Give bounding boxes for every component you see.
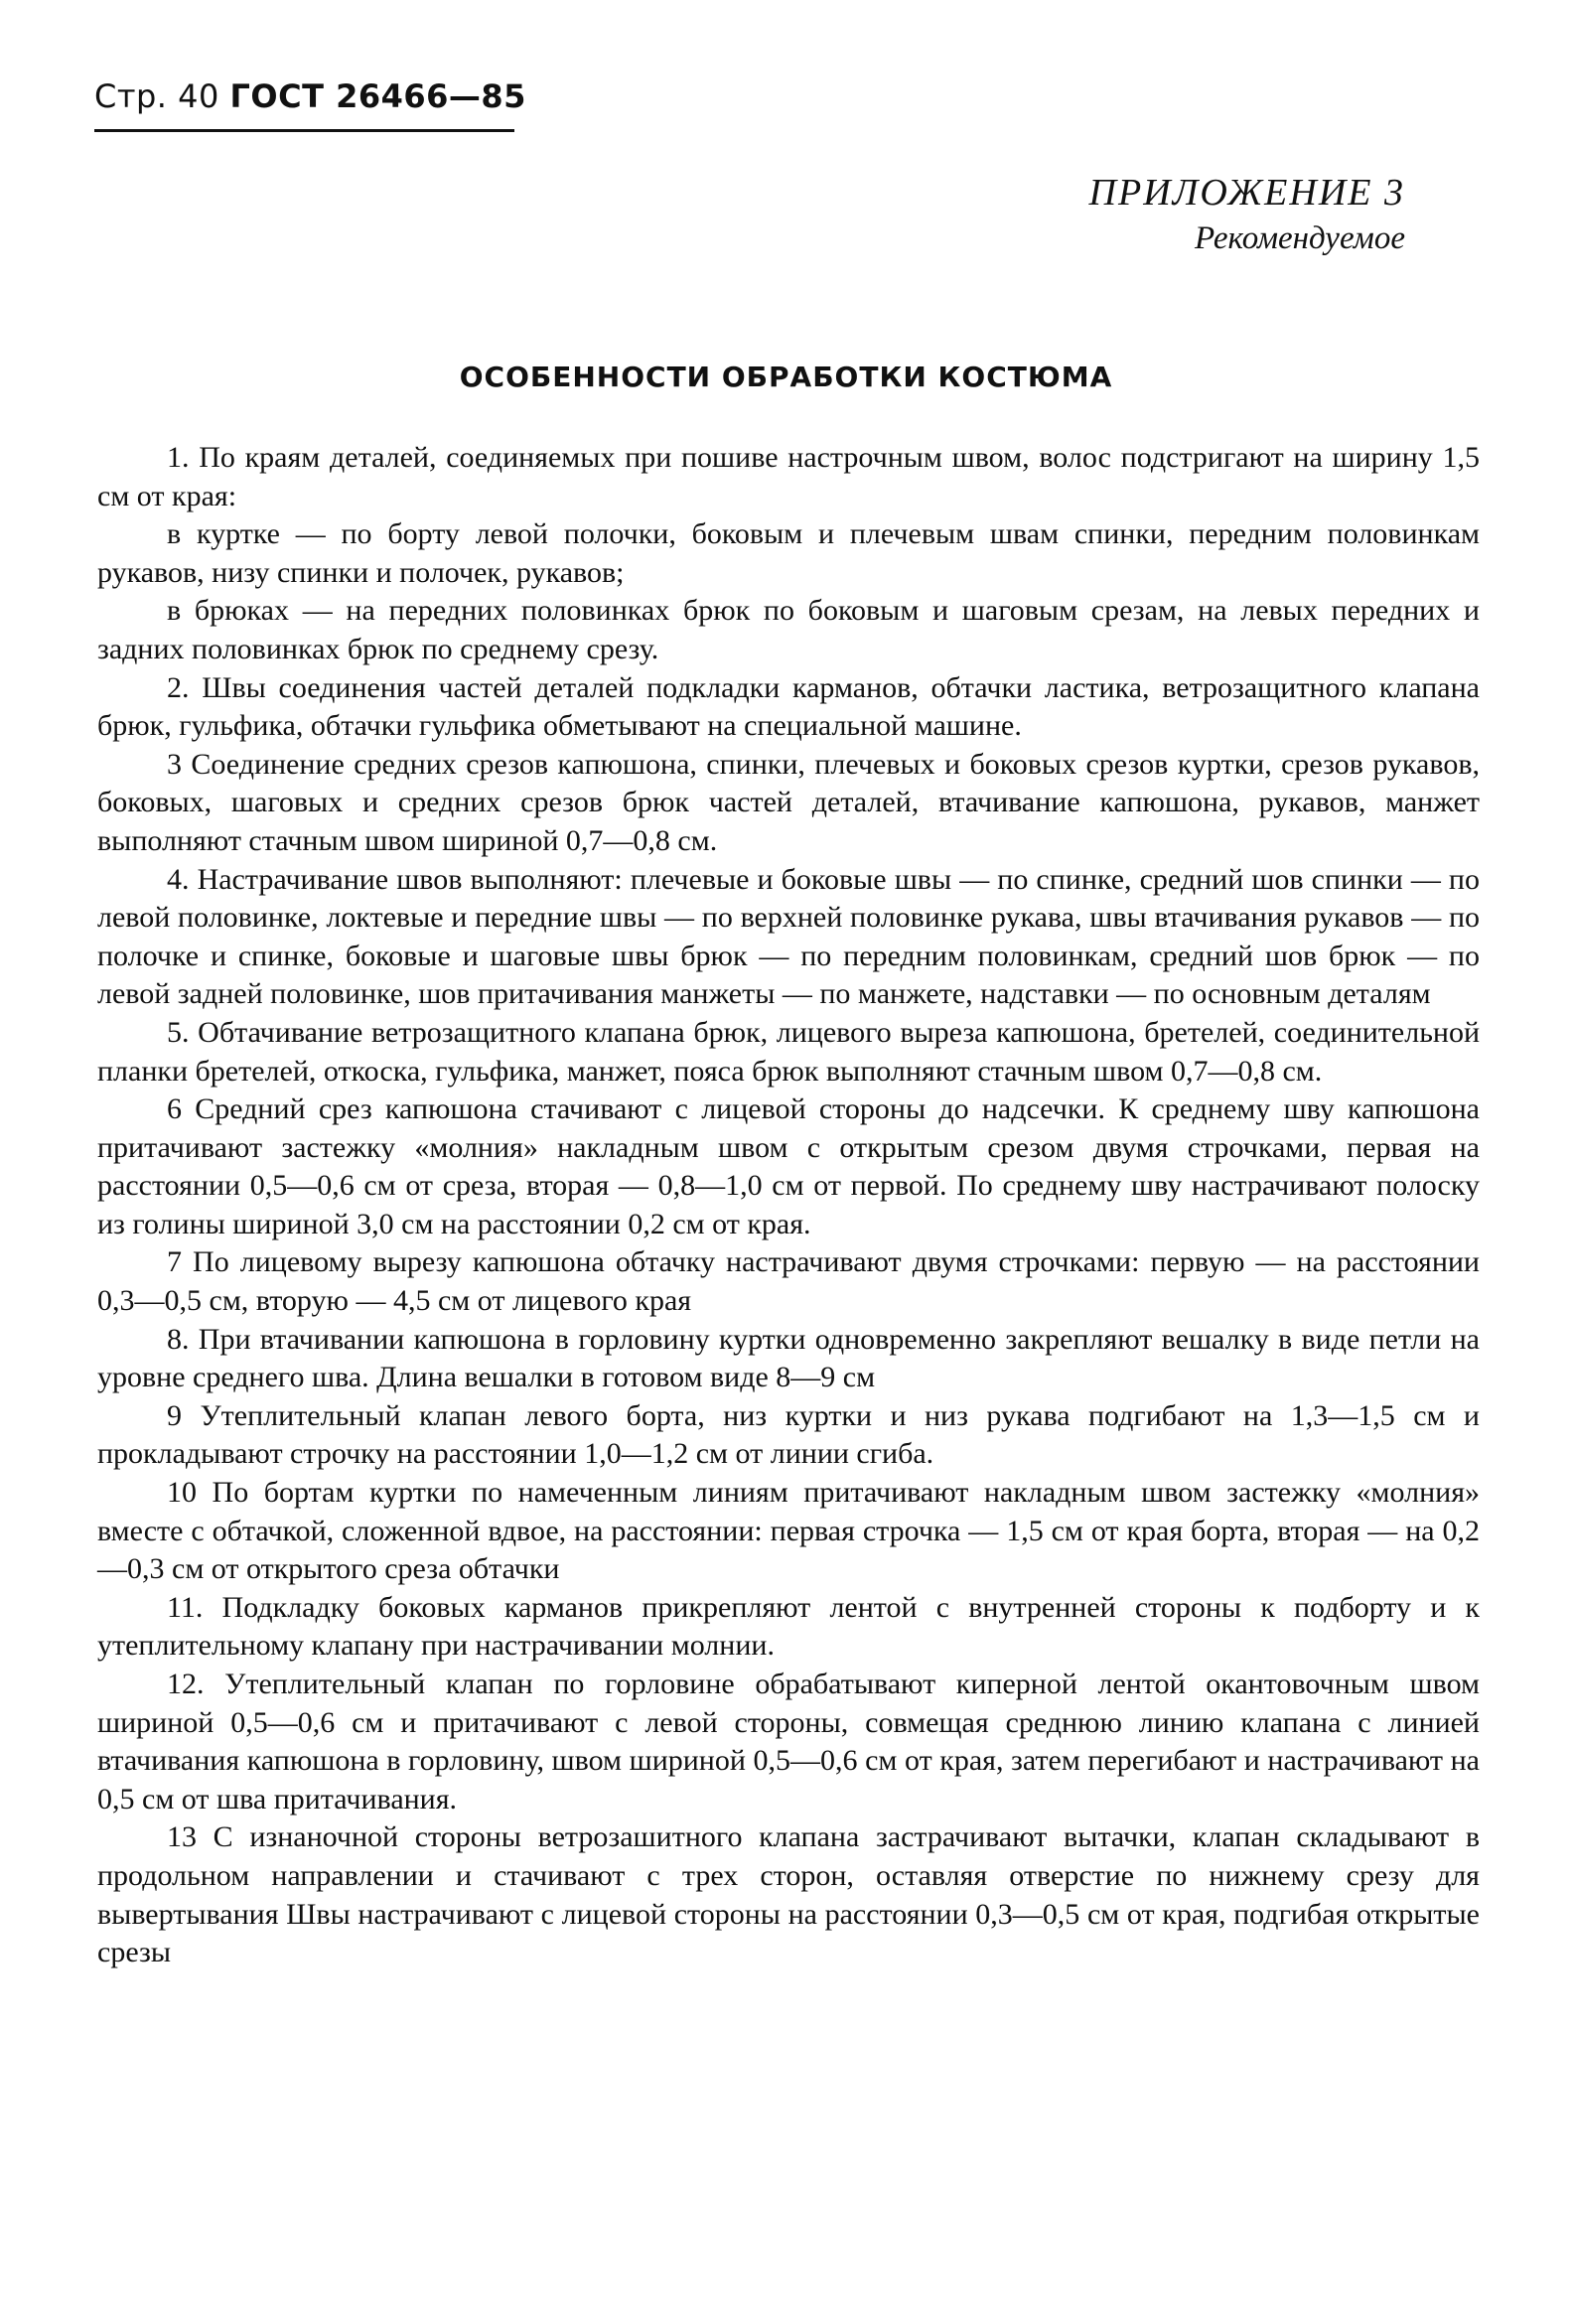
paragraph: 1. По краям деталей, соединяемых при пошиве настрочным швом, волос подстригают на ширину 1,5 см от края:: [97, 441, 1480, 512]
paragraph: 3 Соединение средних срезов капюшона, спинки, плечевых и боковых срезов куртки, срезов рукавов, боковых, шаговых и средних срезов брюк частей деталей, втачивание капюшона, рукавов, манжет выполняют стачным швом шириной 0,7—0,8 см.: [97, 747, 1480, 857]
paragraph: в куртке — по борту левой полочки, боковым и плечевым швам спинки, передним половинкам рукавов, низу спинки и полочек, рукавов;: [97, 517, 1480, 589]
paragraph: 12. Утеплительный клапан по горловине обрабатывают киперной лентой окантовочным швом шириной 0,5—0,6 см и притачивают с левой стороны, совмещая среднюю линию клапана с линией втачивания капюшона в горловину, швом шириной 0,5—0,6 см от края, затем перегибают и настрачивают на 0,5 см от шва притачивания.: [97, 1668, 1480, 1816]
document-body: [97, 439, 1480, 1972]
paragraph: 7 По лицевому вырезу капюшона обтачку настрачивают двумя строчками: первую — на расстоянии 0,3—0,5 см, вторую — 4,5 см от лицевого края: [97, 1245, 1480, 1318]
appendix-number: ПРИЛОЖЕНИЕ 3: [1088, 172, 1405, 214]
appendix-status: Рекомендуемое: [1194, 220, 1405, 256]
paragraph: 4. Настрачивание швов выполняют: плечевые и боковые швы — по спинке, средний шов спинки — по левой половинке, локтевые и передние швы — по верхней половинке рукава, швы втачивания рукавов — по полочке и спинке, боковые и шаговые швы брюк — по передним половинкам, средний шов брюк — по левой задней половинке, шов притачивания манжеты — по манжете, надставки — по основным деталям: [97, 862, 1480, 1011]
paragraph: 6 Средний срез капюшона стачивают с лицевой стороны до надсечки. К среднему шву капюшона притачивают застежку «молния» накладным швом с открытым срезом двумя строчками, первая на расстоянии 0,5—0,6 см от среза, вторая — 0,8—1,0 см от первой. По среднему шву настрачивают полоску из голины шириной 3,0 см на расстоянии 0,2 см от края.: [97, 1092, 1480, 1240]
page-header: [94, 77, 526, 115]
page-number: Стр. 40: [94, 77, 219, 115]
paragraph: в брюках — на передних половинках брюк по боковым и шаговым срезам, на левых передних и задних половинках брюк по среднему срезу.: [97, 594, 1480, 665]
header-underline: [94, 129, 514, 132]
paragraph: 13 С изнаночной стороны ветрозашитного клапана застрачивают вытачки, клапан складывают в продольном направлении и стачивают с трех сторон, оставляя отверстие по нижнему срезу для вывертывания Швы настрачивают с лицевой стороны на расстоянии 0,3—0,5 см от края, подгибая открытые срезы: [97, 1820, 1480, 1969]
appendix-block: [1089, 169, 1405, 260]
paragraph: 8. При втачивании капюшона в горловину куртки одновременно закрепляют вешалку в виде петли на уровне среднего шва. Длина вешалки в готовом виде 8—9 см: [97, 1322, 1480, 1394]
standard-number: ГОСТ 26466—85: [229, 77, 526, 115]
paragraph: 2. Швы соединения частей деталей подкладки карманов, обтачки ластика, ветрозащитного клапана брюк, гульфика, обтачки гульфика обметывают на специальной машине.: [97, 670, 1480, 743]
paragraph: 9 Утеплительный клапан левого борта, низ куртки и низ рукава подгибают на 1,3—1,5 см и прокладывают строчку на расстоянии 1,0—1,2 см от линии сгиба.: [97, 1398, 1480, 1471]
paragraph: 11. Подкладку боковых карманов прикрепляют лентой с внутренней стороны к подборту и к утеплительному клапану при настрачивании молнии.: [97, 1590, 1480, 1663]
paragraph: 10 По бортам куртки по намеченным линиям притачивают накладным швом застежку «молния» вместе с обтачкой, сложенной вдвое, на расстоянии: первая строчка — 1,5 см от края борта, вторая — на 0,2—0,3 см от открытого среза обтачки: [97, 1476, 1480, 1586]
section-title: ОСОБЕННОСТИ ОБРАБОТКИ КОСТЮМА: [459, 361, 1113, 393]
paragraph: 5. Обтачивание ветрозащитного клапана брюк, лицевого выреза капюшона, бретелей, соединительной планки бретелей, откоска, гульфика, манжет, пояса брюк выполняют стачным швом 0,7—0,8 см.: [97, 1015, 1480, 1088]
